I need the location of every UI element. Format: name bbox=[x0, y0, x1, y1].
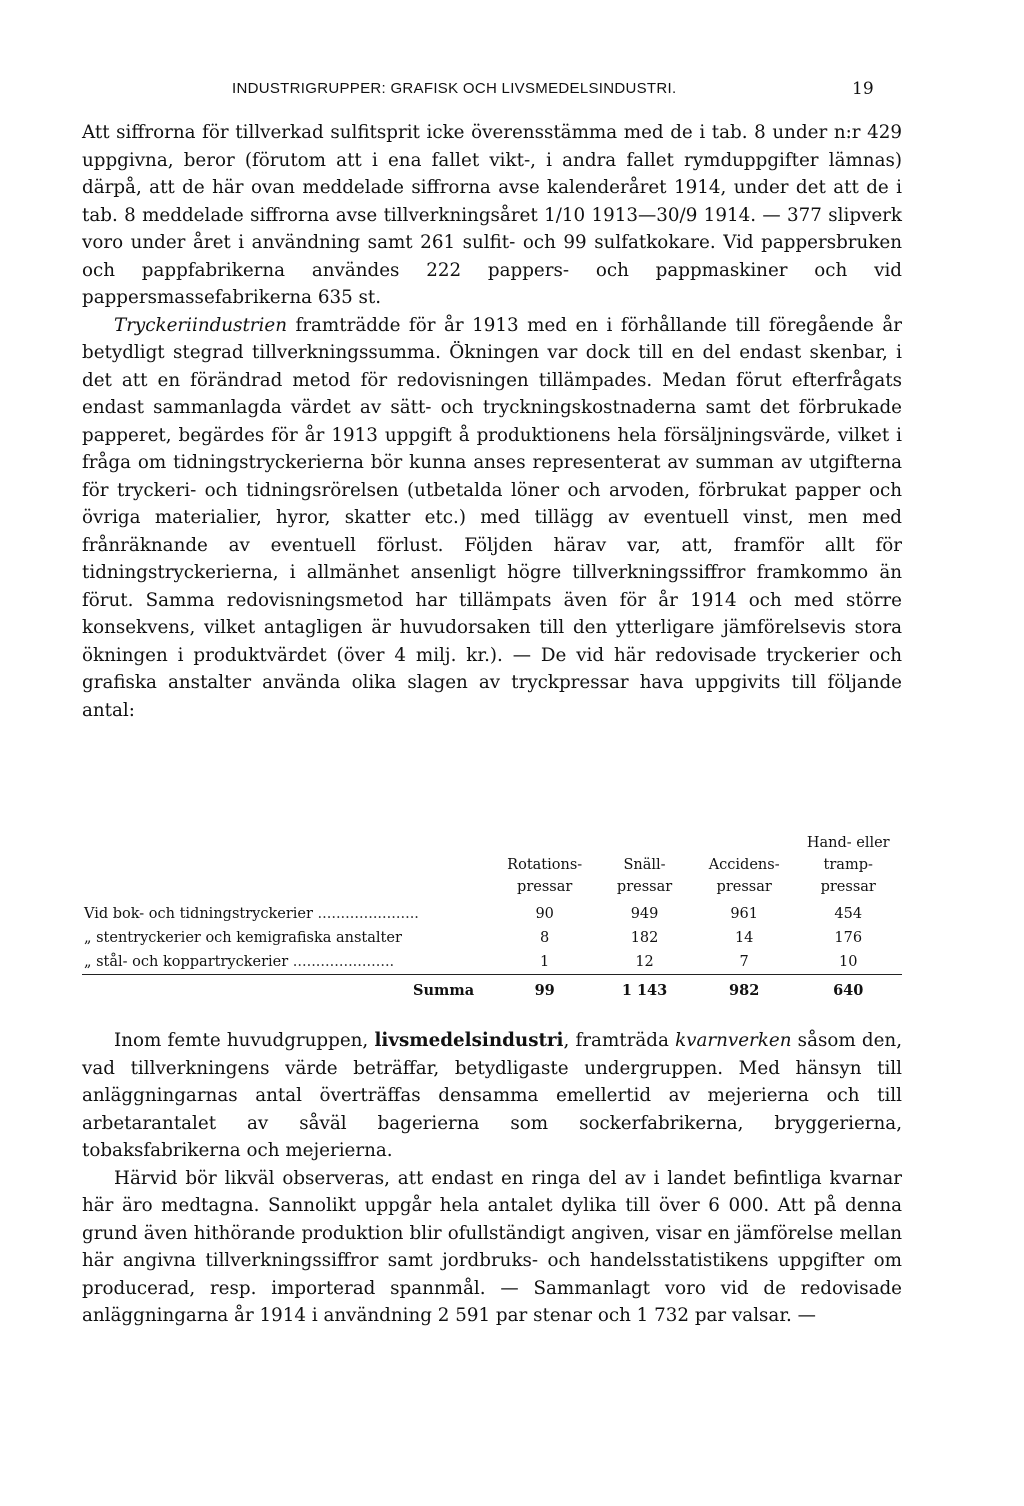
paragraph-sulfit: Att siffrorna för tillverkad sulfitsprit icke överensstämma med de i tab. 8 under n:r 429 uppgivna, beror (förutom att i ena fallet vikt-, i andra fallet rymduppgifter lämnas) därpå, att de här ovan meddelade siffrorna avse kalenderåret 1914, under det att de i tab. 8 meddelade siffrorna avse tillverkningsåret 1/10 1913—30/9 1914. — 377 slipverk voro under året i användning samt 261 sulfit- och 99 sulfatkokare. Vid pappersbruken och pappfabrikerna användes 222 pappers- och pappmaskiner och vid pappersmassefabrikerna 635 st. bbox=[82, 122, 902, 308]
tryckeri-heading: Tryckeriindustrien bbox=[114, 314, 287, 336]
table-row bbox=[82, 902, 902, 926]
paragraph-livsmedel bbox=[82, 1027, 902, 1165]
livsmedel-text bbox=[82, 1027, 902, 1330]
text-run: , framträda bbox=[563, 1030, 676, 1051]
header-accidens: Accidens- pressar bbox=[708, 857, 780, 895]
leader-dots bbox=[288, 954, 394, 970]
cell-value: 7 bbox=[739, 954, 749, 970]
running-head: INDUSTRIGRUPPER: GRAFISK OCH LIVSMEDELSINDUSTRI. bbox=[232, 80, 677, 97]
cell-value: 90 bbox=[535, 906, 554, 922]
sum-value: 640 bbox=[794, 975, 902, 1004]
sum-label: Summa bbox=[82, 975, 494, 1004]
press-table bbox=[82, 832, 902, 1003]
cell-value: 8 bbox=[540, 930, 550, 946]
header-blank bbox=[82, 832, 494, 902]
table-row bbox=[82, 926, 902, 950]
sum-value: 1 143 bbox=[595, 975, 694, 1004]
intro-text bbox=[82, 119, 902, 724]
header-snall: Snäll- pressar bbox=[616, 857, 673, 895]
cell-value: 10 bbox=[838, 954, 858, 970]
table-row bbox=[82, 950, 902, 975]
sum-value: 982 bbox=[694, 975, 795, 1004]
paragraph-tryckeri bbox=[82, 312, 902, 725]
cell-value: 12 bbox=[635, 954, 654, 970]
header-hand: Hand- eller tramp- pressar bbox=[806, 835, 890, 895]
row-label: „ stål- och koppartryckerier bbox=[84, 954, 289, 970]
cell-value: 1 bbox=[540, 954, 550, 970]
cell-value: 454 bbox=[834, 906, 863, 922]
tryckeri-body: framträdde för år 1913 med en i förhållande till föregående år betydligt stegrad tillverkningssumma. Ökningen var dock till en del endast skenbar, i det att en förändrad metod för redovisningen tillämpades. Medan förut efterfrågats endast sammanlagda värdet av sätt- och tryckningskostnaderna samt det förbrukade papperet, begärdes för år 1913 uppgift å produktionens hela försäljningsvärde, vilket i fråga om tidningstryckerierna bör kunna anses representerat av summan av utgifterna för tryckeri- och tidningsrörelsen (utbetalda löner och arvoden, förbrukat papper och övriga materialier, hyror, skatter etc.) med tillägg av eventuell vinst, men med frånräknande av eventuell förlust. Följden härav var, att, framför allt för tidningstryckerierna, i allmänhet ansenligt högre tillverkningssiffror framkommo än förut. Samma redovisningsmetod har tillämpats även för år 1914 och med större konsekvens, vilket antagligen är huvudorsaken till den ytterligare jämförelsevis stora ökningen i produktvärdet (över 4 milj. kr.). — De vid här redovisade tryckerier och grafiska anstalter använda olika slagen av tryckpressar hava uppgivits till följande antal: bbox=[82, 314, 902, 721]
cell-value: 14 bbox=[734, 930, 754, 946]
table-header-row bbox=[82, 832, 902, 902]
row-label: „ stentryckerier och kemigrafiska anstalter bbox=[84, 930, 402, 946]
row-label: Vid bok- och tidningstryckerier bbox=[84, 906, 313, 922]
cell-value: 182 bbox=[630, 930, 659, 946]
page-number: 19 bbox=[852, 79, 874, 99]
text-run: såsom den, vad tillverkningens värde beträffar, betydligaste undergruppen. Med hänsyn till anläggningarnas antal överträffas densamma emellertid av mejerierna och till arbetarantalet av såväl bagerierna som sockerfabrikerna, bryggerierna, tobaksfabrikerna och mejerierna. bbox=[82, 1030, 903, 1161]
cell-value: 961 bbox=[730, 906, 758, 922]
table-sum-row bbox=[82, 975, 902, 1004]
paragraph-kvarnar: Härvid bör likväl observeras, att endast en ringa del av i landet befintliga kvarnar här äro medtagna. Sannolikt uppgår hela antalet dylika till över 6 000. Att på denna grund även hithörande produktion blir ofullständigt angiven, visar en jämförelse mellan här angivna tillverkningssiffror samt jordbruks- och handelsstatistikens uppgifter om producerad, resp. importerad spannmål. — Sammanlagt voro vid de redovisade anläggningarna år 1914 i användning 2 591 par stenar och 1 732 par valsar. — bbox=[82, 1167, 902, 1326]
sum-value: 99 bbox=[494, 975, 595, 1004]
text-run: Inom femte huvudgruppen, bbox=[114, 1030, 375, 1051]
leader-dots bbox=[313, 906, 419, 922]
cell-value: 176 bbox=[834, 930, 863, 946]
cell-value: 949 bbox=[630, 906, 659, 922]
livsmedel-heading: livsmedelsindustri bbox=[374, 1030, 564, 1051]
header-rotation: Rotations- pressar bbox=[507, 857, 583, 895]
kvarnverken-term: kvarnverken bbox=[675, 1030, 792, 1051]
